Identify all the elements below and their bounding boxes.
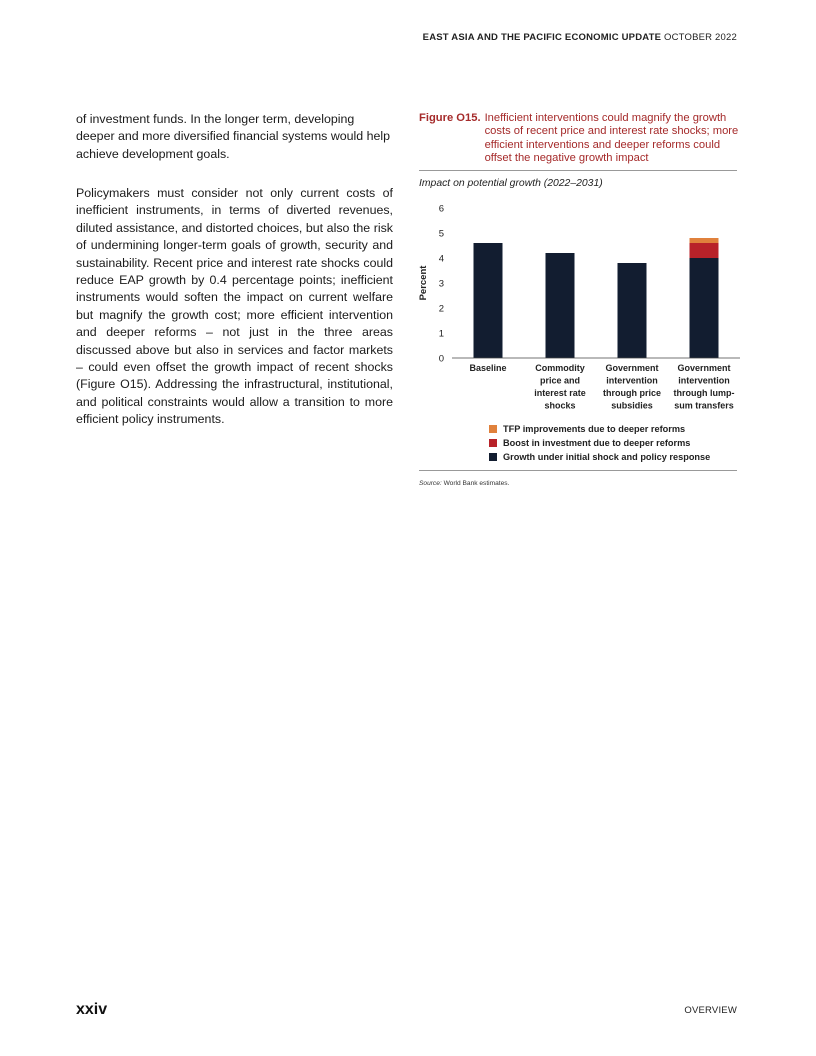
figure-top-rule <box>419 170 737 171</box>
x-tick-label: Government <box>677 363 731 373</box>
y-tick-label: 3 <box>438 278 444 290</box>
legend-label: Boost in investment due to deeper reforms <box>503 438 691 448</box>
figure-title: Inefficient interventions could magnify the growth costs of recent price and interest rate shocks; more efficient interventions and deeper reforms could offset the negative growth impact <box>484 112 739 165</box>
legend-label: TFP improvements due to deeper reforms <box>503 424 686 434</box>
bar-segment <box>690 243 719 258</box>
source-text: World Bank estimates. <box>443 480 510 487</box>
y-tick-label: 6 <box>438 203 444 215</box>
legend-item <box>489 422 710 436</box>
x-tick-label: through price <box>603 388 661 398</box>
y-axis-label: Percent <box>418 265 429 301</box>
figure-source <box>419 480 509 487</box>
figure-label: Figure O15. <box>419 112 481 124</box>
x-tick-label: sum transfers <box>674 400 734 411</box>
figure-bottom-rule <box>419 470 737 471</box>
x-tick-label: subsidies <box>611 400 653 411</box>
legend-label: Growth under initial shock and policy response <box>503 452 711 462</box>
y-tick-label: 5 <box>438 228 444 240</box>
chart-legend <box>489 422 710 464</box>
y-tick-label: 2 <box>438 303 444 315</box>
bar-chart <box>412 198 742 420</box>
y-tick-label: 4 <box>438 253 444 265</box>
legend-item <box>489 450 710 464</box>
figure-title-block <box>419 112 739 166</box>
x-tick-label: Government <box>605 363 659 373</box>
legend-swatch <box>489 453 497 461</box>
y-tick-label: 1 <box>438 328 444 340</box>
bar-segment <box>618 263 647 358</box>
header-title: EAST ASIA AND THE PACIFIC ECONOMIC UPDATE <box>422 32 662 43</box>
x-tick-label: intervention <box>606 375 658 386</box>
x-tick-label: price and <box>539 375 581 386</box>
bar-segment <box>690 238 719 243</box>
page-number: xxiv <box>76 1001 108 1018</box>
x-tick-label: shocks <box>544 400 576 411</box>
body-paragraph-2: Policymakers must consider not only current costs of inefficient instruments, in terms of diverted revenues, diluted assistance, and distorted choices, but also the risk of undermining longer-term goals of growth, security and sustainability. Recent price and interest rate shocks could reduce EAP growth by 0.4 percentage points; inefficient instruments would soften the impact on current welfare but magnify the growth cost; more efficient intervention and deeper reforms – not just in the three areas discussed above but also in services and factor markets – could even offset the growth impact of recent shocks (Figure O15). Addressing the infrastructural, institutional, and political constraints would allow a transition to more efficient policy instruments. <box>76 186 393 427</box>
bar-segment <box>546 253 575 358</box>
figure-subtitle: Impact on potential growth (2022–2031) <box>419 178 603 189</box>
y-tick-label: 0 <box>438 353 444 365</box>
x-tick-label: interest rate <box>534 388 586 398</box>
section-name: OVERVIEW <box>684 1005 737 1016</box>
bar-segment <box>474 243 503 358</box>
x-tick-label: Baseline <box>469 363 507 373</box>
running-header <box>423 32 737 43</box>
source-label: Source: <box>419 480 442 487</box>
legend-item <box>489 436 710 450</box>
x-tick-label: intervention <box>678 375 730 386</box>
x-tick-label: Commodity <box>535 363 585 373</box>
x-tick-label: through lump- <box>673 388 735 398</box>
bar-segment <box>690 258 719 358</box>
legend-swatch <box>489 425 497 433</box>
body-paragraph-1: of investment funds. In the longer term, developing deeper and more diversified financial systems would help achieve development goals. <box>76 112 391 161</box>
legend-swatch <box>489 439 497 447</box>
header-date: OCTOBER 2022 <box>664 32 737 43</box>
